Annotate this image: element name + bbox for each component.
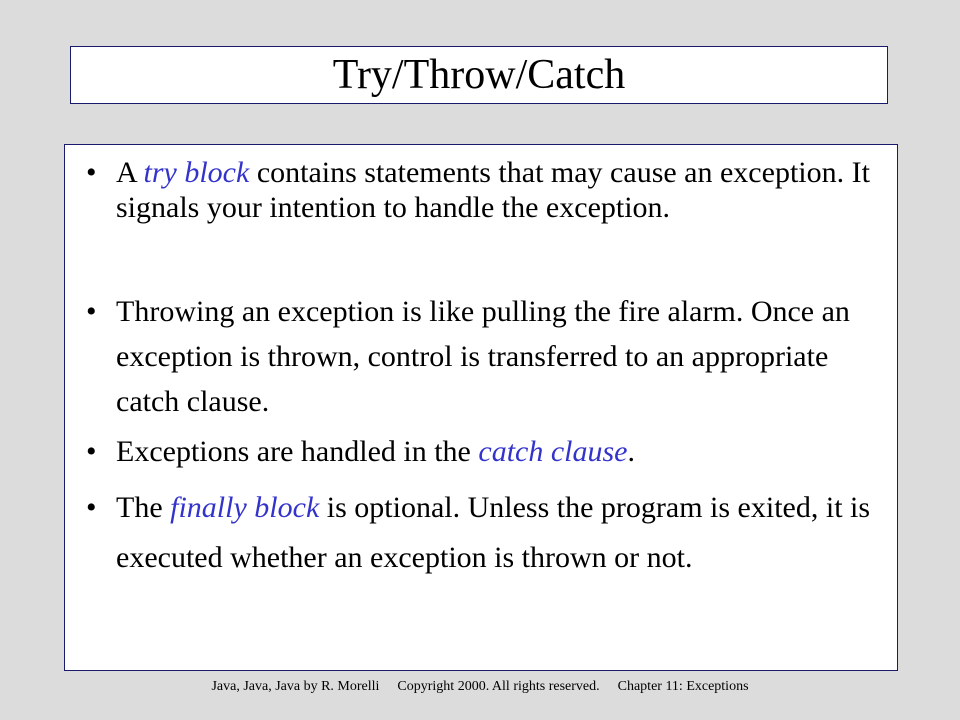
footer-book: Java, Java, Java by R. Morelli	[211, 679, 380, 694]
bullet-text-post: contains statements that may cause an exception. It signals your intention to handle the exception.	[116, 156, 870, 224]
bullet-text	[116, 429, 876, 474]
bullet-dot: •	[86, 435, 97, 468]
bullet-text: Throwing an exception is like pulling the fire alarm. Once an exception is thrown, control is transferred to an appropriate catch clause.	[116, 295, 850, 418]
bullet-dot: •	[86, 156, 97, 189]
bullet-item-try	[86, 155, 876, 225]
bullet-text-pre: Exceptions are handled in the	[116, 435, 479, 468]
bullet-text-post: is optional. Unless the program is exited, it is executed whether an exception is thrown or not.	[116, 491, 871, 574]
bullet-dot: •	[86, 491, 97, 524]
footer-copyright: Copyright 2000. All rights reserved.	[397, 679, 600, 694]
bullet-text-pre: A	[116, 156, 144, 189]
term-try-block: try block	[143, 156, 250, 189]
bullet-text-pre: The	[116, 491, 171, 524]
bullet-dot: •	[86, 295, 97, 328]
bullet-item-catch	[86, 429, 876, 474]
bullet-text-post: .	[627, 435, 635, 468]
bullet-text	[116, 483, 876, 583]
footer-chapter: Chapter 11: Exceptions	[617, 679, 749, 694]
term-catch-clause: catch clause	[478, 435, 628, 468]
slide-title-box	[70, 46, 888, 104]
slide-title: Try/Throw/Catch	[332, 52, 626, 98]
bullet-item-throw	[86, 289, 876, 424]
term-finally-block: finally block	[170, 491, 320, 524]
slide-content-box	[64, 144, 898, 671]
bullet-item-finally	[86, 483, 876, 583]
slide-footer	[0, 679, 960, 695]
bullet-text	[116, 155, 876, 225]
